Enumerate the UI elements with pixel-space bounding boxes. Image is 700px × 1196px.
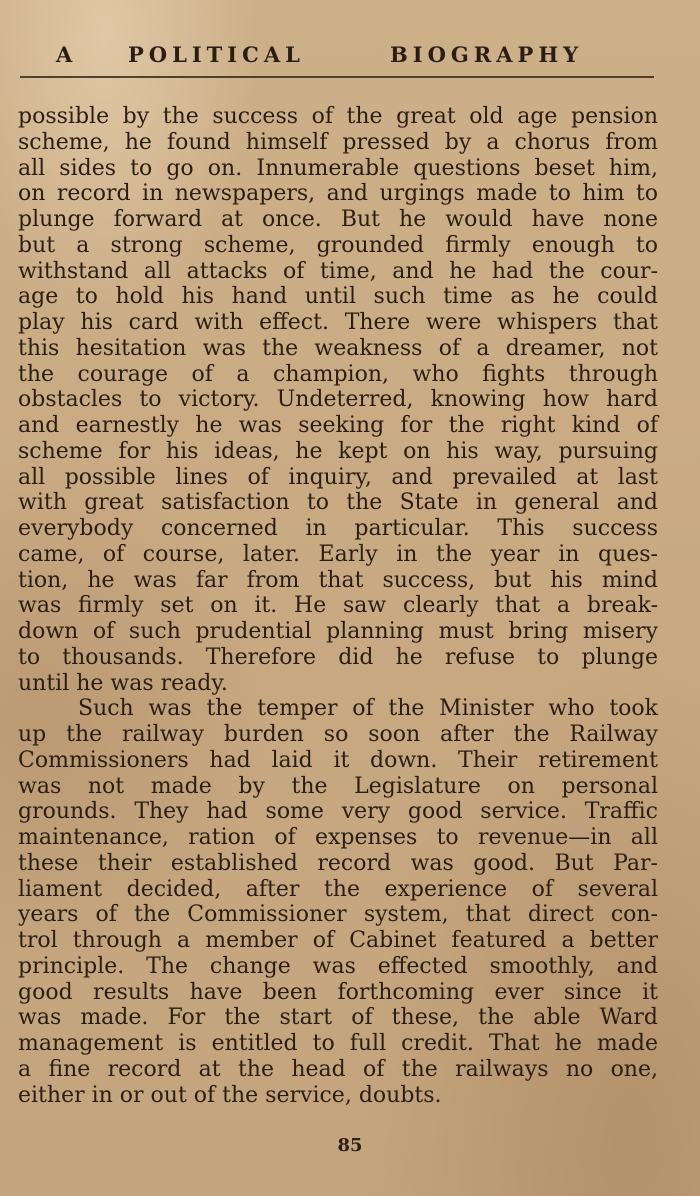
text-line: up the railway burden so soon after the Railway [18,722,658,747]
text-line: the courage of a champion, who fights through [18,361,658,387]
text-line: obstacles to victory. Undeterred, knowing how hard [18,387,658,413]
running-head-word: BIOGRAPHY [390,42,584,67]
text-line: principle. The change was effected smoothly, and [18,953,658,979]
text-line: was firmly set on it. He saw clearly that a break- [18,593,658,619]
text-line: scheme, he found himself pressed by a chorus from [18,129,658,155]
text-line: tion, he was far from that success, but his mind [18,567,658,593]
text-line: grounds. They had some very good service. Traffic [18,799,658,825]
body-text [18,104,658,1108]
text-line: but a strong scheme, grounded firmly enough to [18,232,658,258]
text-line: on record in newspapers, and urgings made to him to [18,181,658,207]
text-line: maintenance, ration of expenses to revenue—in all [18,825,658,850]
text-line: Commissioners had laid it down. Their retirement [18,747,658,773]
text-line: a fine record at the head of the railways no one, [18,1056,658,1082]
text-line: play his card with effect. There were whispers that [18,310,658,335]
text-line: trol through a member of Cabinet featured a better [18,928,658,953]
text-line: was not made by the Legislature on personal [18,773,658,799]
text-line: withstand all attacks of time, and he had the cour- [18,258,658,284]
text-line: all sides to go on. Innumerable questions beset him, [18,155,658,181]
running-head-word: A [56,42,78,67]
text-line: until he was ready. [18,670,228,696]
text-line: plunge forward at once. But he would have none [18,207,658,232]
text-line: these their established record was good. But Par- [18,850,658,876]
text-line: came, of course, later. Early in the year in ques- [18,541,658,567]
page-number: 85 [337,1135,363,1156]
header-rule [20,76,654,78]
text-line: down of such prudential planning must bring misery [18,619,658,644]
text-line: and earnestly he was seeking for the right kind of [18,413,658,438]
text-line: possible by the success of the great old age pension [18,104,658,129]
text-line: either in or out of the service, doubts. [18,1082,442,1108]
text-line: liament decided, after the experience of several [18,876,658,902]
text-line: with great satisfaction to the State in general and [18,490,658,516]
text-line: age to hold his hand until such time as he could [18,284,658,310]
text-line: all possible lines of inquiry, and prevailed at last [18,464,658,490]
text-line: years of the Commissioner system, that direct con- [18,902,658,928]
text-line: management is entitled to full credit. That he made [18,1031,658,1056]
text-line: everybody concerned in particular. This success [18,516,658,541]
running-head-word: POLITICAL [128,42,305,67]
text-line: Such was the temper of the Minister who took [78,696,658,722]
text-line: to thousands. Therefore did he refuse to plunge [18,644,658,670]
text-line: scheme for his ideas, he kept on his way, pursuing [18,438,658,464]
text-line: was made. For the start of these, the able Ward [18,1005,658,1031]
text-line: this hesitation was the weakness of a dreamer, not [18,335,658,361]
text-line: good results have been forthcoming ever since it [18,979,658,1005]
